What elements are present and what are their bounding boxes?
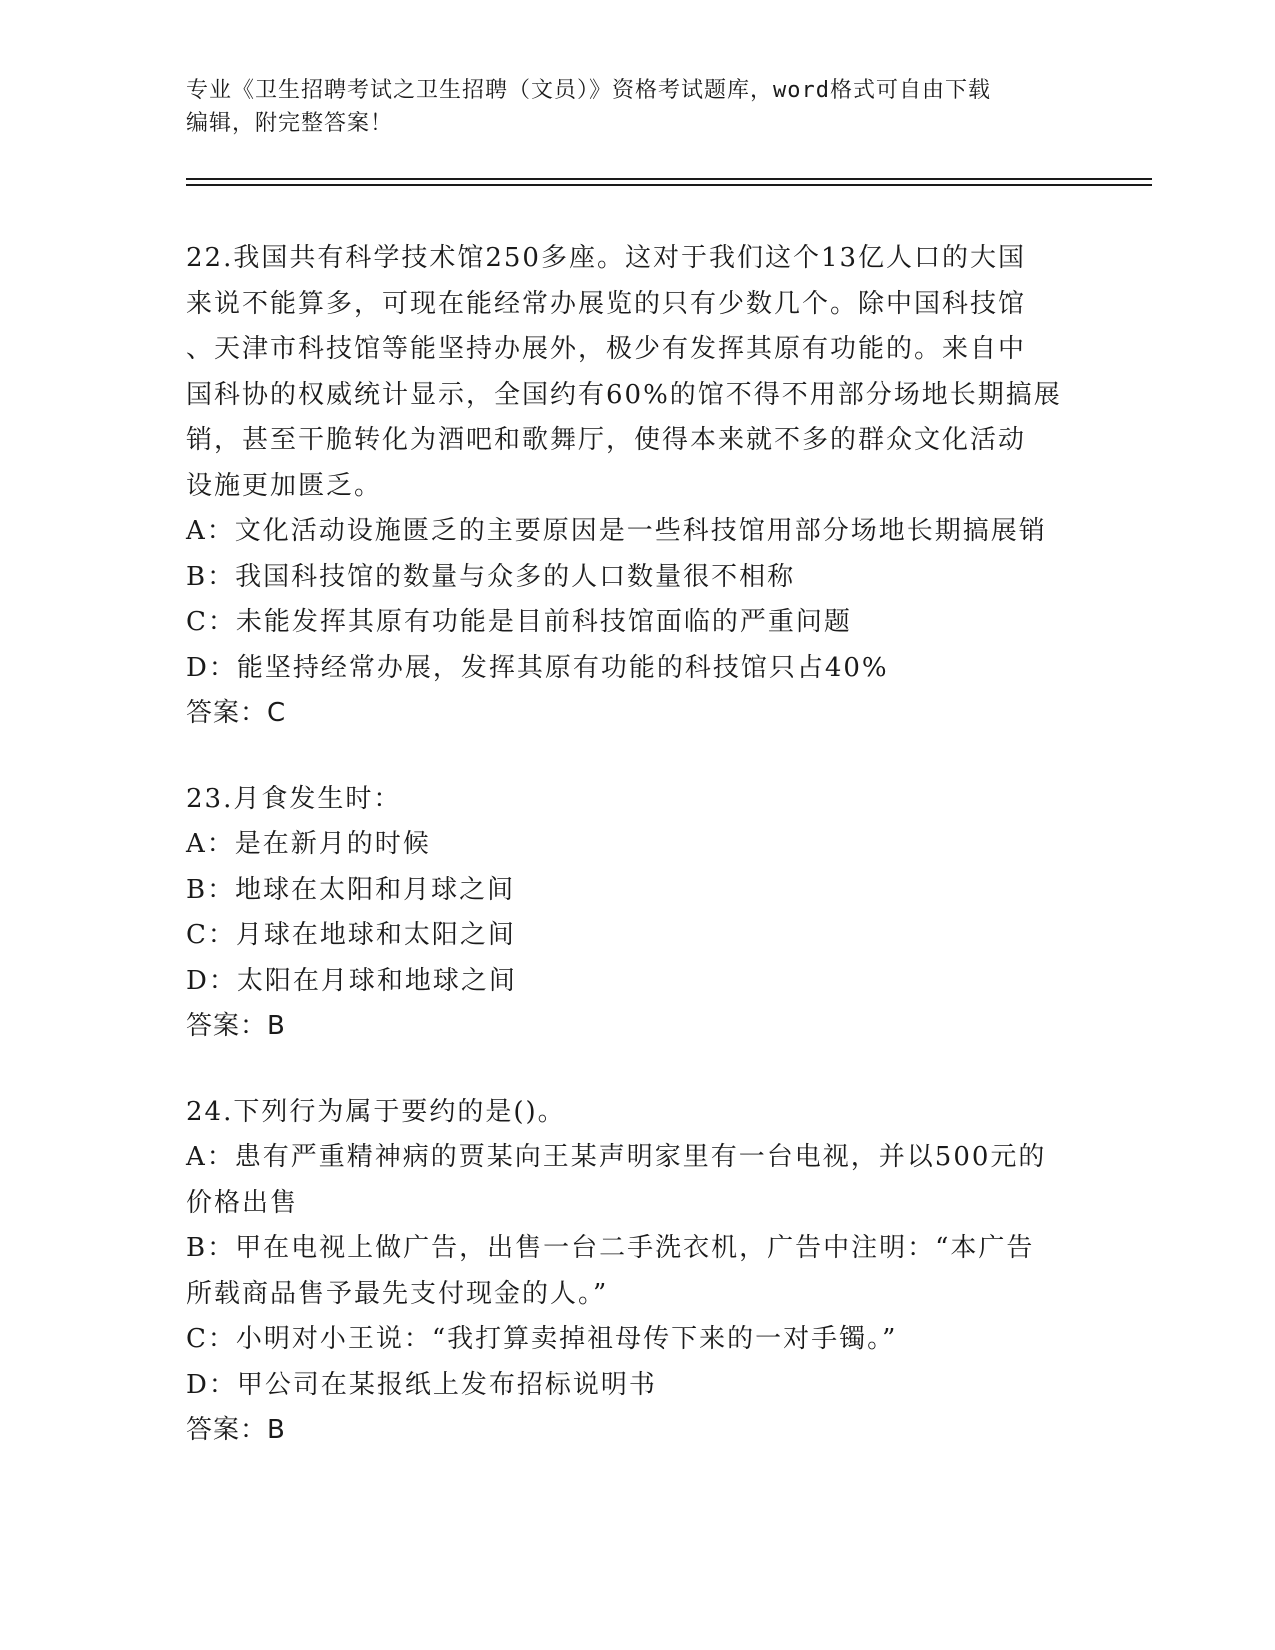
answer-label: 答案：B: [186, 1011, 286, 1041]
header-line: 编辑，附完整答案！: [186, 111, 394, 136]
question-stem-line: 23.月食发生时：: [186, 783, 402, 814]
question-stem-line: 设施更加匮乏。: [186, 470, 383, 501]
option-b: B：我国科技馆的数量与众多的人口数量很不相称: [186, 561, 796, 592]
option-a: A：是在新月的时候: [186, 829, 431, 859]
question-stem-line: 国科协的权威统计显示，全国约有60%的馆不得不用部分场地长期搞展: [186, 379, 1062, 410]
question-stem-line: 、天津市科技馆等能坚持办展外，极少有发挥其原有功能的。来自中: [186, 334, 1027, 364]
option-c: C：小明对小王说：“我打算卖掉祖母传下来的一对手镯。”: [186, 1324, 898, 1354]
option-d: D：太阳在月球和地球之间: [186, 965, 517, 996]
option-b: B：甲在电视上做广告，出售一台二手洗衣机，广告中注明：“本广告: [186, 1233, 1035, 1263]
question-stem-line: 来说不能算多，可现在能经常办展览的只有少数几个。除中国科技馆: [186, 288, 1027, 319]
option-c: C：月球在地球和太阳之间: [186, 920, 516, 950]
answer-label: 答案：B: [186, 1415, 286, 1445]
question-stem-line: 22.我国共有科学技术馆250多座。这对于我们这个13亿人口的大国: [186, 243, 1027, 273]
question-23: [186, 777, 1086, 1050]
answer-label: 答案：C: [186, 698, 287, 728]
option-d: D：甲公司在某报纸上发布招标说明书: [186, 1369, 657, 1400]
header-divider: [186, 178, 1152, 180]
header-line: 专业《卫生招聘考试之卫生招聘（文员）》资格考试题库，word格式可自由下载: [186, 78, 991, 103]
option-a: A：患有严重精神病的贾某向王某声明家里有一台电视，并以500元的: [186, 1142, 1047, 1172]
document-header: [186, 74, 1076, 140]
option-b: B：地球在太阳和月球之间: [186, 874, 516, 905]
option-a-continued: 价格出售: [186, 1187, 299, 1218]
question-list: [186, 236, 1086, 1494]
question-stem-line: 销，甚至干脆转化为酒吧和歌舞厅，使得本来就不多的群众文化活动: [186, 425, 1027, 455]
question-22: [186, 236, 1086, 737]
option-a: A：文化活动设施匮乏的主要原因是一些科技馆用部分场地长期搞展销: [186, 516, 1047, 546]
option-d: D：能坚持经常办展，发挥其原有功能的科技馆只占40%: [186, 652, 889, 683]
question-stem-line: 24.下列行为属于要约的是()。: [186, 1096, 566, 1127]
option-b-continued: 所载商品售予最先支付现金的人。”: [186, 1278, 609, 1309]
question-24: [186, 1090, 1086, 1454]
option-c: C：未能发挥其原有功能是目前科技馆面临的严重问题: [186, 607, 852, 637]
header-divider: [186, 184, 1152, 186]
